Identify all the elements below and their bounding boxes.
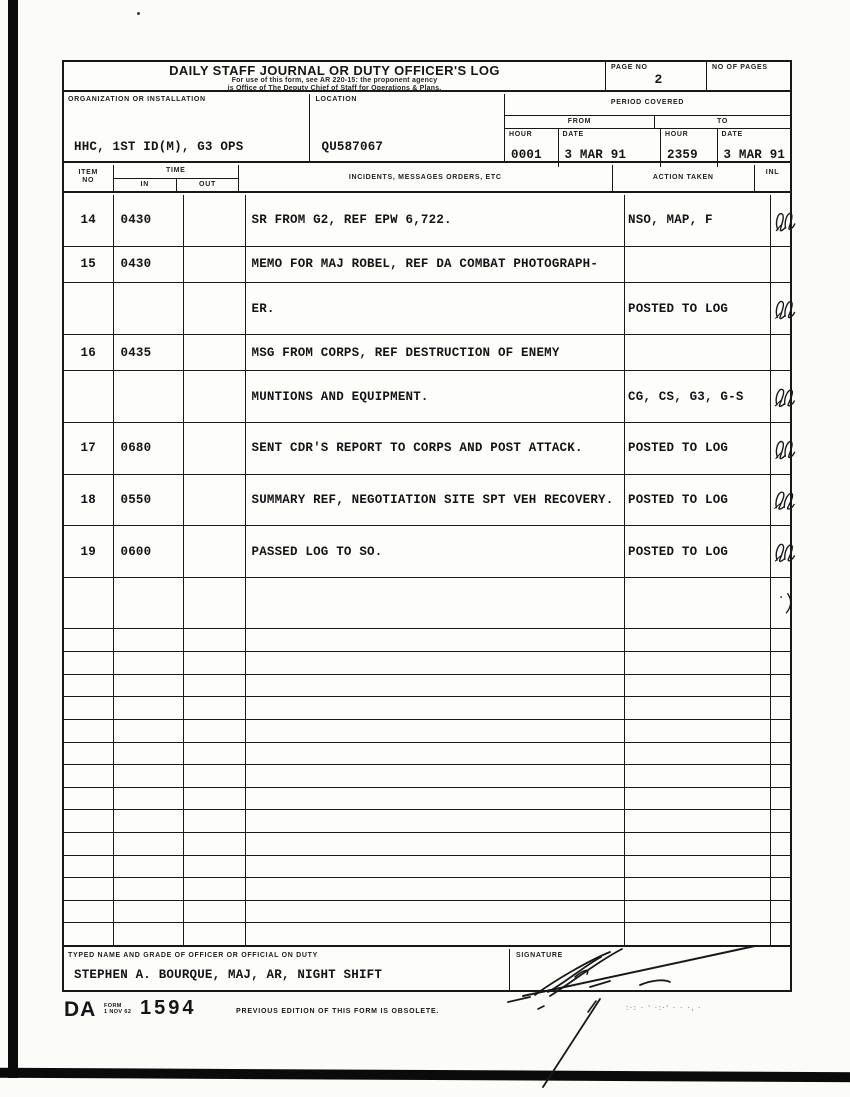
initials-scrawl <box>770 294 797 324</box>
cell-time-in <box>114 743 185 765</box>
organization-label: ORGANIZATION OR INSTALLATION <box>68 96 206 103</box>
from-date-cell <box>559 129 662 167</box>
cell-time-in: 0550 <box>114 475 185 526</box>
cell-time-in <box>114 810 185 832</box>
cell-item-no <box>64 878 114 900</box>
cell-action-taken <box>625 335 771 371</box>
table-row <box>64 423 790 475</box>
cell-incidents: MSG FROM CORPS, REF DESTRUCTION OF ENEMY <box>246 335 626 371</box>
to-hour-value: 2359 <box>667 148 698 162</box>
from-hour-value: 0001 <box>511 148 542 162</box>
page-no-label: PAGE NO <box>611 64 648 71</box>
cell-time-out <box>184 810 246 832</box>
cell-action-taken <box>625 878 771 900</box>
da-form-1594 <box>62 60 792 992</box>
cell-item-no: 14 <box>64 195 114 246</box>
cell-item-no <box>64 833 114 855</box>
cell-item-no <box>64 675 114 697</box>
to-date-value: 3 MAR 91 <box>723 148 786 162</box>
cell-time-in <box>114 652 185 674</box>
no-of-pages-cell <box>707 62 790 90</box>
cell-action-taken <box>625 675 771 697</box>
cell-initials <box>771 475 797 526</box>
cell-time-out <box>184 629 246 651</box>
cell-time-in <box>114 856 185 878</box>
cell-action-taken <box>625 833 771 855</box>
form-number: 1594 <box>140 997 197 1019</box>
cell-initials <box>771 423 797 474</box>
cell-time-out <box>184 788 246 810</box>
table-row <box>64 371 790 423</box>
from-date-value: 3 MAR 91 <box>564 148 627 162</box>
column-header-initials: INL <box>765 169 780 176</box>
typed-name-value: STEPHEN A. BOURQUE, MAJ, AR, NIGHT SHIFT <box>74 968 383 982</box>
cell-incidents <box>246 720 626 742</box>
table-row <box>64 283 790 335</box>
table-row <box>64 652 790 675</box>
from-label: FROM <box>505 116 655 128</box>
no-of-pages-label: NO OF PAGES <box>712 64 768 71</box>
table-row <box>64 195 790 247</box>
cell-initials <box>771 578 797 629</box>
cell-incidents: ER. <box>246 283 626 334</box>
cell-action-taken <box>625 247 771 283</box>
cell-initials <box>771 878 791 900</box>
cell-time-out <box>184 856 246 878</box>
cell-time-in: 0430 <box>114 247 185 283</box>
cell-incidents: SENT CDR'S REPORT TO CORPS AND POST ATTACK. <box>246 423 626 474</box>
cell-incidents <box>246 901 626 923</box>
cell-time-in <box>114 675 185 697</box>
cell-incidents: SUMMARY REF, NEGOTIATION SITE SPT VEH RECOVERY. <box>246 475 626 526</box>
cell-time-out <box>184 578 246 629</box>
table-row <box>64 743 790 766</box>
cell-time-out <box>184 423 246 474</box>
location-cell <box>312 94 506 161</box>
cell-initials <box>771 335 791 371</box>
cell-time-in <box>114 788 185 810</box>
initials-scrawl <box>770 485 798 516</box>
time-label: TIME <box>114 165 239 179</box>
cell-incidents <box>246 810 626 832</box>
table-row <box>64 578 790 630</box>
cell-action-taken: POSTED TO LOG <box>625 423 771 474</box>
cell-item-no: 18 <box>64 475 114 526</box>
cell-initials <box>771 833 791 855</box>
table-row <box>64 856 790 879</box>
cell-time-out <box>184 765 246 787</box>
cell-time-out <box>184 526 246 577</box>
table-row <box>64 765 790 788</box>
from-hour-label: HOUR <box>509 131 533 138</box>
period-covered-label: PERIOD COVERED <box>505 94 790 116</box>
cell-incidents <box>246 878 626 900</box>
cell-time-in <box>114 720 185 742</box>
to-date-label: DATE <box>721 131 743 138</box>
cell-action-taken <box>625 765 771 787</box>
cell-action-taken: POSTED TO LOG <box>625 283 771 334</box>
cell-time-out <box>184 923 246 945</box>
to-date-cell <box>718 129 791 167</box>
cell-initials <box>771 371 797 422</box>
cell-action-taken <box>625 743 771 765</box>
cell-incidents <box>246 578 626 629</box>
cell-incidents <box>246 833 626 855</box>
cell-time-in <box>114 878 185 900</box>
cell-initials <box>771 743 791 765</box>
cell-initials <box>771 697 791 719</box>
cell-time-out <box>184 335 246 371</box>
form-info-row <box>64 94 790 163</box>
faint-print-artifact: :·: · ' ·:·' · · ·, · <box>626 1005 703 1012</box>
cell-action-taken: CG, CS, G3, G-S <box>625 371 771 422</box>
cell-item-no: 16 <box>64 335 114 371</box>
signature-scrawl <box>490 925 810 1095</box>
form-prefix: DA <box>64 998 97 1021</box>
column-header-time <box>114 165 240 191</box>
cell-initials <box>771 788 791 810</box>
cell-time-in: 0680 <box>114 423 185 474</box>
cell-time-out <box>184 878 246 900</box>
cell-item-no <box>64 652 114 674</box>
table-column-headers <box>64 165 790 193</box>
table-row <box>64 697 790 720</box>
cell-initials <box>771 901 791 923</box>
cell-action-taken: POSTED TO LOG <box>625 475 771 526</box>
cell-time-in <box>114 578 185 629</box>
cell-item-no <box>64 810 114 832</box>
cell-time-in: 0435 <box>114 335 185 371</box>
cell-time-in: 0430 <box>114 195 185 246</box>
scan-speck <box>137 12 140 15</box>
cell-incidents <box>246 652 626 674</box>
cell-item-no <box>64 629 114 651</box>
cell-action-taken <box>625 856 771 878</box>
cell-item-no <box>64 765 114 787</box>
cell-initials <box>771 810 791 832</box>
cell-incidents: MEMO FOR MAJ ROBEL, REF DA COMBAT PHOTOGRAPH- <box>246 247 626 283</box>
organization-value: HHC, 1ST ID(M), G3 OPS <box>74 140 244 154</box>
initials-scrawl <box>770 433 797 463</box>
cell-time-out <box>184 475 246 526</box>
journal-rows <box>64 195 790 947</box>
from-hour-cell <box>505 129 559 167</box>
cell-initials <box>771 195 797 246</box>
cell-time-out <box>184 901 246 923</box>
table-row <box>64 720 790 743</box>
cell-action-taken <box>625 720 771 742</box>
cell-item-no <box>64 788 114 810</box>
cell-incidents <box>246 675 626 697</box>
organization-cell <box>64 94 310 161</box>
form-header-row <box>64 62 790 92</box>
table-row <box>64 810 790 833</box>
table-row <box>64 788 790 811</box>
page-no-cell <box>606 62 707 90</box>
cell-item-no: 15 <box>64 247 114 283</box>
form-subtitle-line1: For use of this form, see AR 220-15: the proponent agency <box>231 77 438 84</box>
cell-time-out <box>184 371 246 422</box>
page-no-value: 2 <box>654 72 663 87</box>
cell-item-no <box>64 697 114 719</box>
cell-initials <box>771 526 797 577</box>
initials-scrawl <box>769 205 797 236</box>
cell-time-out <box>184 675 246 697</box>
cell-initials <box>771 652 791 674</box>
signature-label: SIGNATURE <box>516 952 564 959</box>
form-title-block <box>64 62 606 90</box>
initials-scrawl <box>770 382 797 411</box>
to-hour-label: HOUR <box>665 131 689 138</box>
cell-item-no <box>64 283 114 334</box>
period-covered-cell <box>505 94 790 161</box>
cell-item-no: 19 <box>64 526 114 577</box>
from-date-label: DATE <box>562 131 584 138</box>
cell-time-in: 0600 <box>114 526 185 577</box>
obsolete-note: PREVIOUS EDITION OF THIS FORM IS OBSOLETE. <box>236 1008 440 1015</box>
cell-time-in <box>114 901 185 923</box>
cell-initials <box>771 856 791 878</box>
column-header-out: OUT <box>199 181 216 188</box>
cell-initials <box>771 765 791 787</box>
cell-incidents: MUNTIONS AND EQUIPMENT. <box>246 371 626 422</box>
cell-time-in <box>114 765 185 787</box>
cell-incidents: SR FROM G2, REF EPW 6,722. <box>246 195 626 246</box>
form-title: DAILY STAFF JOURNAL OR DUTY OFFICER'S LOG <box>169 63 500 78</box>
cell-time-out <box>184 833 246 855</box>
cell-time-in <box>114 697 185 719</box>
cell-incidents <box>246 743 626 765</box>
location-label: LOCATION <box>315 96 358 103</box>
cell-initials <box>771 283 797 334</box>
cell-initials <box>771 675 791 697</box>
cell-incidents <box>246 765 626 787</box>
cell-time-out <box>184 743 246 765</box>
cell-action-taken <box>625 697 771 719</box>
typed-name-label: TYPED NAME AND GRADE OF OFFICER OR OFFICIAL ON DUTY <box>68 952 318 959</box>
to-hour-cell <box>661 129 718 167</box>
column-header-incidents: INCIDENTS, MESSAGES ORDERS, ETC <box>239 165 613 191</box>
table-row <box>64 675 790 698</box>
table-row <box>64 475 790 527</box>
table-row <box>64 335 790 372</box>
cell-item-no <box>64 720 114 742</box>
typed-name-cell <box>64 949 510 990</box>
column-header-action: ACTION TAKEN <box>613 165 756 191</box>
cell-time-out <box>184 720 246 742</box>
cell-item-no <box>64 371 114 422</box>
form-edition: FORM 1 NOV 62 <box>104 1003 132 1015</box>
cell-time-in <box>114 629 185 651</box>
table-row <box>64 901 790 924</box>
table-row <box>64 629 790 652</box>
cell-incidents <box>246 788 626 810</box>
scan-edge-bar-left <box>8 0 18 1078</box>
cell-item-no <box>64 743 114 765</box>
cell-action-taken <box>625 629 771 651</box>
cell-initials <box>771 629 791 651</box>
initials-scrawl <box>770 588 798 619</box>
cell-incidents: PASSED LOG TO SO. <box>246 526 626 577</box>
cell-action-taken <box>625 652 771 674</box>
cell-action-taken <box>625 788 771 810</box>
cell-time-in <box>114 283 185 334</box>
cell-time-in <box>114 833 185 855</box>
location-value: QU587067 <box>321 140 384 154</box>
cell-time-out <box>184 247 246 283</box>
cell-time-in <box>114 923 185 945</box>
column-header-item-no: ITEM NO <box>64 165 114 191</box>
cell-action-taken <box>625 901 771 923</box>
period-from-to-row <box>505 116 790 129</box>
table-row <box>64 247 790 284</box>
cell-action-taken <box>625 578 771 629</box>
table-row <box>64 833 790 856</box>
cell-action-taken <box>625 810 771 832</box>
cell-item-no <box>64 578 114 629</box>
cell-time-out <box>184 283 246 334</box>
initials-scrawl <box>771 537 797 566</box>
cell-item-no <box>64 923 114 945</box>
cell-action-taken: POSTED TO LOG <box>625 526 771 577</box>
cell-time-out <box>184 697 246 719</box>
cell-incidents <box>246 629 626 651</box>
cell-time-in <box>114 371 185 422</box>
cell-incidents <box>246 856 626 878</box>
table-row <box>64 526 790 578</box>
cell-initials <box>771 247 791 283</box>
cell-initials <box>771 720 791 742</box>
cell-action-taken: NSO, MAP, F <box>625 195 771 246</box>
column-header-in: IN <box>114 179 178 191</box>
cell-time-out <box>184 195 246 246</box>
form-subtitle-line2: is Office of The Deputy Chief of Staff for Operations & Plans. <box>227 84 442 92</box>
cell-item-no: 17 <box>64 423 114 474</box>
table-row <box>64 878 790 901</box>
cell-item-no <box>64 901 114 923</box>
cell-time-out <box>184 652 246 674</box>
cell-item-no <box>64 856 114 878</box>
period-hour-date-row <box>505 129 790 167</box>
to-label: TO <box>717 118 728 125</box>
cell-incidents <box>246 697 626 719</box>
